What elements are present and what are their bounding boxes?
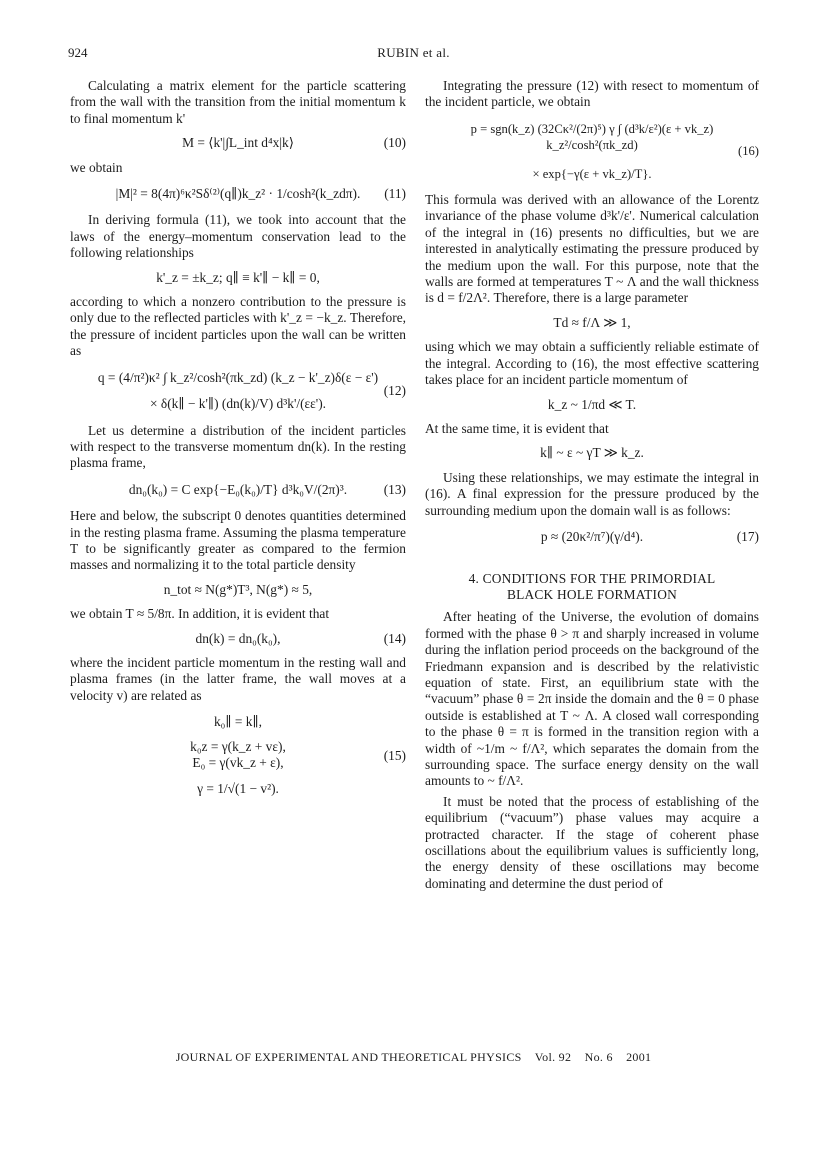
equation-body: n_tot ≈ N(g*)T³, N(g*) ≈ 5, xyxy=(163,581,313,597)
equation-number: (10) xyxy=(383,135,406,151)
equation-body: k'_z = ±k_z; q∥ ≡ k'∥ − k∥ = 0, xyxy=(156,269,320,285)
equation-16 xyxy=(425,121,759,182)
equation-ntot xyxy=(70,582,406,598)
paragraph: Calculating a matrix element for the particle scattering from the wall with the transition from the initial momentum k to final momentum k' xyxy=(70,78,406,126)
paragraph: Integrating the pressure (12) with resect to momentum of the incident particle, we obtain xyxy=(425,78,759,110)
equation-10 xyxy=(70,135,406,151)
journal-volume: Vol. 92 xyxy=(534,1050,572,1064)
paragraph: using which we may obtain a sufficiently reliable estimate of the integral. According to (16), the most effective scattering takes place for an incident particle momentum of xyxy=(425,339,759,388)
section-heading-line: 4. CONDITIONS FOR THE PRIMORDIAL xyxy=(468,571,716,587)
equation-body: k∥ ~ ε ~ γT ≫ k_z. xyxy=(540,445,644,461)
page-number: 924 xyxy=(68,45,88,60)
equation-line: p = sgn(k_z) (32Cκ²/(2π)⁵) γ ∫ (d³k/ε²)(ε + vk_z) k_z²/cosh²(πk_zd) xyxy=(470,121,714,153)
paragraph: we obtain xyxy=(70,159,123,175)
equation-body: M = ⟨k'|∫L_int d⁴x|k⟩ xyxy=(182,135,294,151)
paragraph: In deriving formula (11), we took into account that the laws of the energy–momentum conservation lead to the following relationships xyxy=(70,212,406,261)
equation-number: (11) xyxy=(384,186,406,202)
left-column xyxy=(70,78,406,808)
right-column xyxy=(425,78,759,892)
equation-number: (12) xyxy=(383,382,406,398)
equation-17 xyxy=(425,529,759,545)
equation-body: k_z ~ 1/πd ≪ T. xyxy=(547,396,637,412)
paragraph: At the same time, it is evident that xyxy=(425,420,609,436)
equation-kz xyxy=(425,397,759,413)
paragraph: where the incident particle momentum in the resting wall and plasma frames (in the latter frame, the wall moves at a velocity v) are related as xyxy=(70,654,406,703)
paragraph: This formula was derived with an allowance of the Lorentz invariance of the phase volume d³k'/ε'. Numerical calculation of the integral in (16) presents no difficulties, but we are interested in analytically estimating the pressure produced by the medium upon the wall. For this purpose, note that the walls are formed at temperatures T ~ Λ and the wall thickness is d = f/2Λ². Therefore, there is a large parameter xyxy=(425,192,759,306)
journal-year: 2001 xyxy=(626,1050,652,1064)
section-heading-line: BLACK HOLE FORMATION xyxy=(507,587,677,603)
equation-11 xyxy=(70,186,406,202)
equation-kpar xyxy=(425,445,759,461)
equation-body: |M|² = 8(4π)⁶κ²Sδ⁽²⁾(q∥)k_z² · 1/cosh²(k_zdπ). xyxy=(115,186,361,202)
journal-footer xyxy=(0,1050,827,1065)
equation-15 xyxy=(70,714,406,798)
journal-name: JOURNAL OF EXPERIMENTAL AND THEORETICAL PHYSICS xyxy=(175,1050,522,1064)
equation-line: × exp{−γ(ε + vk_z)/T}. xyxy=(532,166,652,181)
paragraph: It must be noted that the process of establishing of the equilibrium (“vacuum”) phase values may acquire a protracted character. If the stage of coherent phase oscillations about the equilibrium values is sufficiently long, the energy density of these oscillations may become dominating and determine the dust period of xyxy=(425,793,759,891)
paragraph: according to which a nonzero contribution to the pressure is only due to the reflected particles with k'_z = −k_z. Therefore, the pressure of incident particles upon the wall can be written as xyxy=(70,294,406,359)
equation-line: k₀∥ = k∥, xyxy=(213,714,263,730)
equation-line: q = (4/π²)κ² ∫ k_z²/cosh²(πk_zd) (k_z − k'_z)δ(ε − ε') xyxy=(97,369,379,385)
equation-number: (13) xyxy=(383,481,406,497)
equation-13 xyxy=(70,482,406,498)
equation-body: p ≈ (20κ²/π⁷)(γ/d⁴). xyxy=(540,528,644,544)
section-heading xyxy=(425,571,759,603)
equation-line: k₀z = γ(k_z + vε), xyxy=(190,738,286,754)
paragraph: After heating of the Universe, the evolution of domains formed with the phase θ > π and sharply increased in volume during the inflation period proceeds on the background of the Friedmann expansion and is described by the relativistic equation of state. First, an equilibrium state with the “vacuum” phase θ = 2π inside the domain and the θ = 0 phase outside is established at T ~ Λ. A closed wall corresponding to the phase θ = π is formed in the transition region with a width of ~1/m ~ f/Λ², which separates the domain from the surrounding space. The surface energy density on the wall amounts to ~ f/Λ². xyxy=(425,609,759,789)
journal-number: No. 6 xyxy=(584,1050,613,1064)
equation-body: Td ≈ f/Λ ≫ 1, xyxy=(553,314,631,330)
equation-line: × δ(k∥ − k'∥) (dn(k)/V) d³k'/(εε'). xyxy=(149,396,327,412)
paragraph: Let us determine a distribution of the incident particles with respect to the transverse momentum dn(k). In the resting plasma frame, xyxy=(70,422,406,471)
equation-number: (17) xyxy=(736,528,759,544)
paragraph: we obtain T ≈ 5/8π. In addition, it is evident that xyxy=(70,606,330,622)
equation-line: γ = 1/√(1 − v²). xyxy=(197,781,279,797)
paragraph: Here and below, the subscript 0 denotes quantities determined in the resting plasma frame. Assuming the plasma temperature T to be significantly greater as compared to the fermion masses and normalizing it to the total particle density xyxy=(70,508,406,573)
equation-12 xyxy=(70,370,406,413)
equation-relationships xyxy=(70,270,406,286)
equation-td xyxy=(425,315,759,331)
equation-number: (15) xyxy=(383,747,406,763)
equation-14 xyxy=(70,631,406,647)
equation-line: E₀ = γ(vk_z + ε), xyxy=(192,755,284,770)
paragraph: Using these relationships, we may estimate the integral in (16). A final expression for the pressure produced by the surrounding medium upon the domain wall is as follows: xyxy=(425,469,759,518)
equation-number: (16) xyxy=(738,144,759,159)
running-title: RUBIN et al. xyxy=(377,45,450,60)
equation-number: (14) xyxy=(383,630,406,646)
equation-body: dn₀(k₀) = C exp{−E₀(k₀)/T} d³k₀V/(2π)³. xyxy=(128,481,348,497)
equation-body: dn(k) = dn₀(k₀), xyxy=(195,630,281,646)
